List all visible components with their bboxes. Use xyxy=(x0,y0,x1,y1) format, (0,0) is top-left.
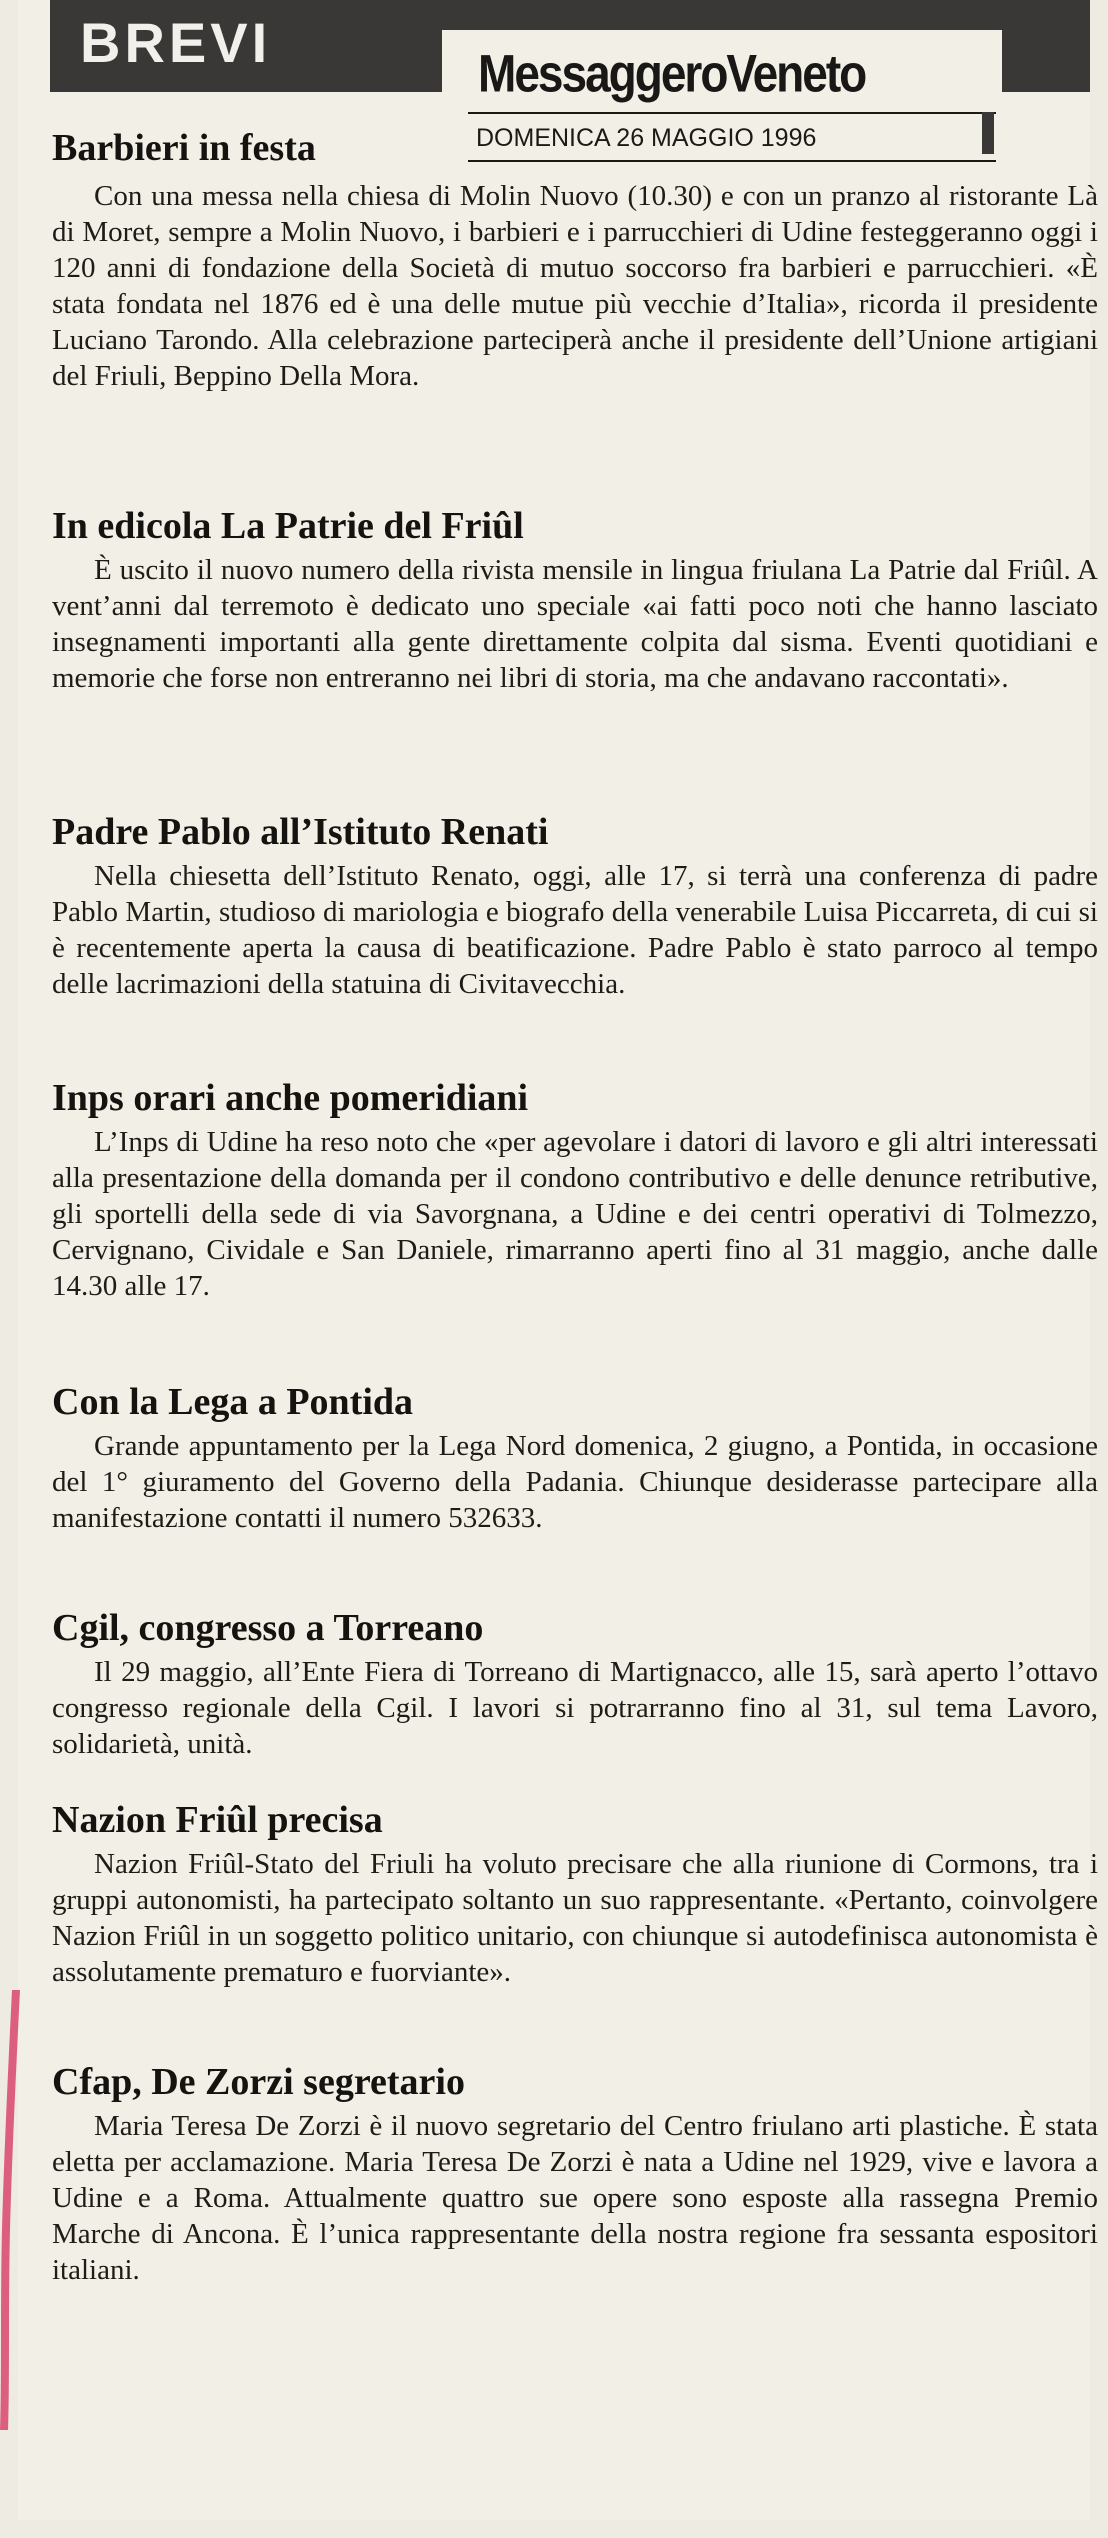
article-body: Nazion Friûl-Stato del Friuli ha voluto precisare che alla riunione di Cormons, tra i gruppi autonomisti, ha partecipato soltanto un suo rappresentante. «Pertanto, coinvolgere Nazion Friûl in un soggetto politico unitario, con chiunque si autodefinisca autonomista è assolutamente prematuro e fuorviante». xyxy=(52,1848,1098,1988)
article-headline: Inps orari anche pomeridiani xyxy=(52,1077,529,1119)
article-2 xyxy=(52,502,1098,696)
masthead-rule-top xyxy=(468,112,996,114)
article-body: Grande appuntamento per la Lega Nord domenica, 2 giugno, a Pontida, in occasione del 1° giuramento del Governo della Padania. Chiunque desiderasse partecipare alla manifestazione contatti il numero 532633. xyxy=(52,1430,1098,1534)
section-label: BREVI xyxy=(80,11,272,74)
article-body: Nella chiesetta dell’Istituto Renato, oggi, alle 17, si terrà una conferenza di padre Pablo Martin, studioso di mariologia e biografo della venerabile Luisa Piccarreta, di cui si è recentemente aperta la causa di beatificazione. Padre Pablo è stato parroco al tempo delle lacrimazioni della statuina di Civitavecchia. xyxy=(52,860,1098,1000)
newspaper-logo: MessaggeroVeneto xyxy=(478,43,866,103)
publication-date: DOMENICA 26 MAGGIO 1996 xyxy=(476,124,817,152)
article-headline: Cgil, congresso a Torreano xyxy=(52,1607,484,1649)
article-4 xyxy=(52,1074,1098,1304)
article-5 xyxy=(52,1378,1098,1536)
masthead-rule-bottom xyxy=(468,160,996,162)
article-headline: In edicola La Patrie del Friûl xyxy=(52,505,524,547)
article-8 xyxy=(52,2058,1098,2288)
article-headline: Nazion Friûl precisa xyxy=(52,1799,383,1841)
masthead-mark xyxy=(982,112,994,154)
article-7 xyxy=(52,1796,1098,1990)
article-1 xyxy=(52,176,1098,394)
article-body: Maria Teresa De Zorzi è il nuovo segretario del Centro friulano arti plastiche. È stata eletta per acclamazione. Maria Teresa De Zorzi è nata a Udine nel 1929, vive e lavora a Udine e a Roma. Attualmente quattro sue opere sono esposte alla rassegna Premio Marche di Ancona. È l’unica rappresentante della nostra regione fra sessanta espositori italiani. xyxy=(52,2110,1098,2286)
article-body: È uscito il nuovo numero della rivista mensile in lingua friulana La Patrie dal Friûl. A vent’anni dal terremoto è dedicato uno speciale «ai fatti poco noti che hanno lasciato insegnamenti importanti alla gente direttamente colpita dal sisma. Eventi quotidiani e memorie che forse non entreranno nei libri di storia, ma che andavano raccontati». xyxy=(52,554,1098,694)
article-6 xyxy=(52,1604,1098,1762)
highlighter-mark xyxy=(0,1990,22,2430)
article-headline: Cfap, De Zorzi segretario xyxy=(52,2061,465,2103)
article-1-headline-wrap xyxy=(52,124,432,172)
article-body: Con una messa nella chiesa di Molin Nuovo (10.30) e con un pranzo al ristorante Là di Moret, sempre a Molin Nuovo, i barbieri e i parrucchieri di Udine festeggeranno oggi i 120 anni di fondazione della Società di mutuo soccorso fra barbieri e parrucchieri. «È stata fondata nel 1876 ed è una delle mutue più vecchie d’Italia», ricorda il presidente Luciano Tarondo. Alla celebrazione parteciperà anche il presidente dell’Unione artigiani del Friuli, Beppino Della Mora. xyxy=(52,180,1098,392)
article-headline: Con la Lega a Pontida xyxy=(52,1381,414,1423)
article-body: Il 29 maggio, all’Ente Fiera di Torreano di Martignacco, alle 15, sarà aperto l’ottavo congresso regionale della Cgil. I lavori si potrarranno fino al 31, sul tema Lavoro, solidarietà, unità. xyxy=(52,1656,1098,1760)
article-3 xyxy=(52,808,1098,1002)
article-headline: Barbieri in festa xyxy=(52,127,316,169)
article-headline: Padre Pablo all’Istituto Renati xyxy=(52,811,549,853)
article-body: L’Inps di Udine ha reso noto che «per agevolare i datori di lavoro e gli altri interessati alla presentazione della domanda per il condono contributivo e delle denunce retributive, gli sportelli della sede di via Savorgnana, a Udine e dei centri operativi di Tolmezzo, Cervignano, Cividale e San Daniele, rimarranno aperti fino al 31 maggio, anche dalle 14.30 alle 17. xyxy=(52,1126,1098,1302)
